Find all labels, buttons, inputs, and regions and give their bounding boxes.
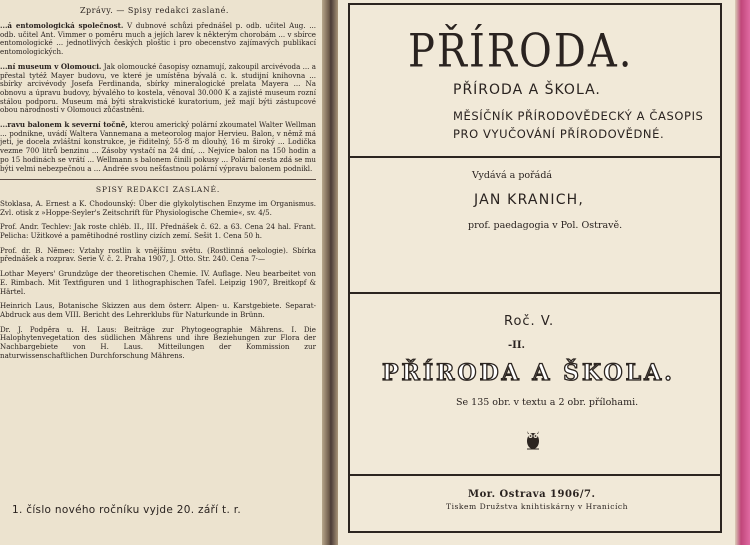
editor-name: JAN KRANICH, [474, 192, 585, 208]
reference-item: Prof. Andr. Techlev: Jak roste chléb. II., III. Přednášek č. 62. a 63. Cena 24 hal. Frant. Pelicha: Užitkové a pamětihodné rostliny cizích zemí. Sešit 1. Cena 50 h. [0, 222, 316, 241]
owl-icon [524, 427, 542, 451]
reference-item: Heinrich Laus, Botanische Skizzen aus dem österr. Alpen- u. Karstgebiete. Separat-Abdruck aus dem VIII. Bericht des Lehrerklubs für Naturkunde in Brünn. [0, 301, 316, 319]
volume-label: Roč. V. [504, 314, 555, 329]
left-page-text [0, 22, 316, 367]
right-page [338, 0, 735, 545]
book-gutter [322, 0, 338, 545]
paragraph-entomology: ...á entomologická společnost. V dubnové schůzi přednášel p. odb. učitel Aug. ... odb. učitel Ant. Vimmer o poměru much a jejích larev k některým chorobám ... v sbírce entomologické ... jednotlivých českých ploštic i pro obecenstvo zajímavých publikací entomologických. [0, 21, 316, 57]
place-date: Mor. Ostrava 1906/7. [468, 489, 596, 500]
divider [0, 179, 316, 180]
reference-item: Dr. J. Podpěra u. H. Laus: Beiträge zur Phytogeographie Mährens. I. Die Halophytenvegetation des südlichen Mährens und ihre Beziehungen zur Flora der Nachbargebiete von H. Laus. Mitteilungen der Kommission zur naturwissenschaftlichen Durchforschung Mährens. [0, 324, 316, 360]
section-heading: SPISY REDAKCI ZASLANÉ. [95, 185, 221, 195]
book-edge [735, 0, 750, 545]
reference-item: Prof. dr. B. Němec: Vztahy rostlin k vnějšímu světu. (Rostlinná oekologie). Sbírka přednášek a rozprav. Serie V. č. 2. Praha 1907, J. Otto. Str. 240. Cena 7·— [0, 245, 316, 264]
pages-info: Se 135 obr. v textu a 2 obr. přílohami. [456, 397, 639, 408]
issue-number: -II. [508, 340, 525, 351]
printer-imprint: Tiskem Družstva knihtiskárny v Hranicích [446, 502, 629, 511]
journal-subtitle: PŘÍRODA A ŠKOLA. [453, 82, 601, 98]
section-title: PŘÍRODA A ŠKOLA. [382, 360, 675, 386]
divider [350, 292, 720, 294]
paragraph-balloon: ...ravu balonem k severní točně, kterou americký polární zkoumatel Walter Wellman ... podnikne, uvádí Waltera Vannemana a meteorolog major Hervieu. Balon, v němž má jeti, je docela zvláštní konstrukce, je řiditelný, 55·8 m dlouhý, 16 m široký ... Lodička vezme 700 litrů benzinu ... Zásoby vystačí na 24 dní, ... Nejvíce balon na 150 hodin a po 15 hodinách se vrátí ... Wellmann s balonem činili pokusy ... Polární cesta zdá se mu býti velmi nebezpečnou a ... Andrée svou nešťastnou polární výpravu balonem podnikl. [0, 120, 316, 173]
journal-title: PŘÍRODA. [408, 25, 634, 78]
left-page [0, 0, 322, 545]
editor-title: prof. paedagogia v Pol. Ostravě. [468, 220, 623, 231]
next-issue-note: 1. číslo nového ročníku vyjde 20. září t. r. [12, 504, 242, 516]
divider [350, 156, 720, 158]
journal-description: MĚSÍČNÍK PŘÍRODOVĚDECKÝ A ČASOPIS PRO VYUČOVÁNÍ PŘÍRODOVĚDNÉ. [453, 109, 704, 141]
paragraph-museum: ...ní museum v Olomouci. Jak olomoucké časopisy oznamují, zakoupil arcivévoda ... a přestal tytéž Mayer budovu, ve které je umístěna bývalá c. k. studijní knihovna ... sbírky arcivévody Josefa Ferdinanda, sbírky mineralogické prelata Mayera ... Na obnovu a úpravu budovy, bývalého to kostela, věnoval 30.000 K a zajisté museum rozní stálou podporu. Museum má býti strakvistické kuratorium, jež mají býti zástupcové obou národností v Olomouci zůčastněni. [0, 61, 316, 115]
reference-item: Stoklasa, A. Ernest a K. Chodounský: Úber die glykolytischen Enzyme im Organismus. Zvl. otisk z »Hoppe-Seyler's Zeitschrift für Physiologische Chemie«, sv. 4/5. [0, 198, 316, 217]
reference-item: Lothar Meyers' Grundzüge der theoretischen Chemie. IV. Auflage. Neu bearbeitet von E. Rimbach. Mit Textfiguren und 1 lithographischen Tafel. Leipzig 1907, Breitkopf & Härtel. [0, 269, 316, 296]
published-by: Vydává a pořádá [472, 170, 553, 181]
divider [350, 474, 720, 476]
running-head: Zprávy. — Spisy redakci zaslané. [80, 6, 229, 15]
